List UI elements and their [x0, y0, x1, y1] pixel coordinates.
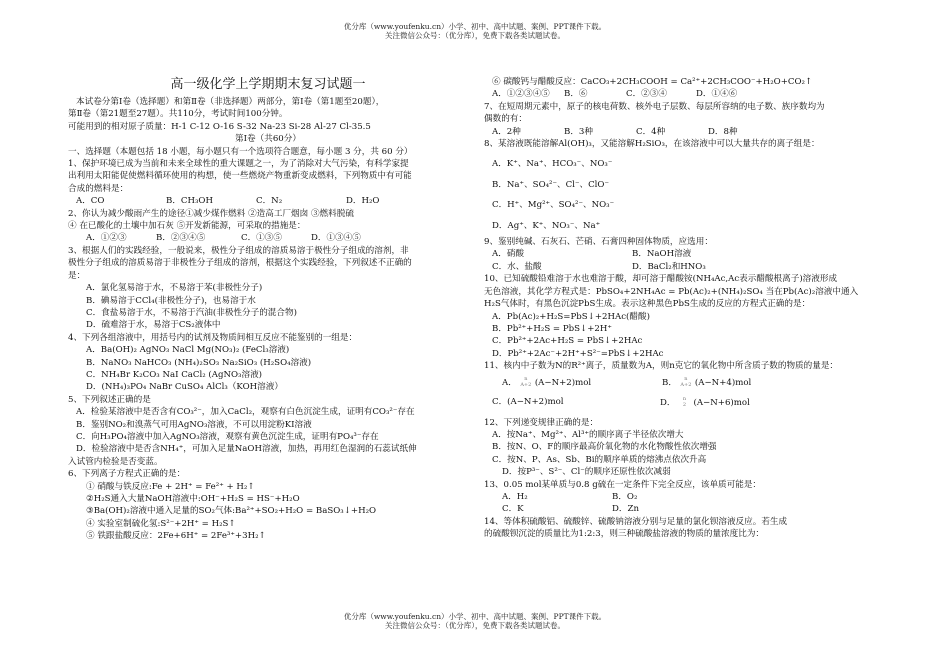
- fraction: [677, 376, 695, 388]
- option: C．H⁺、Mg²⁺、SO₄²⁻、NO₃⁻: [492, 200, 615, 211]
- fraction-numerator: n: [524, 376, 528, 383]
- question-4: [68, 332, 468, 394]
- option: B．碘易溶于CCl₄(非极性分子)，也易溶于水: [86, 295, 256, 306]
- option: C．4种: [636, 126, 666, 137]
- question-1: [68, 158, 468, 208]
- option: A．Ba(OH)₂ AgNO₃ NaCl Mg(NO₃)₂ (FeCl₃溶液): [86, 345, 290, 356]
- option: B．⑥: [564, 89, 588, 100]
- option-row: [68, 232, 468, 244]
- option: A．①②③④⑤: [492, 89, 550, 100]
- option-value: (A−N+6)mol: [693, 397, 750, 408]
- fraction-denominator: A+2: [680, 382, 692, 389]
- option: C．(A−N+2)mol: [492, 397, 564, 408]
- intro-line: 可能用到的相对原子质量：H-1 C-12 O-16 S-32 Na-23 Si-28 Al-27 Cl-35.5: [68, 121, 371, 132]
- page-header: [0, 22, 950, 40]
- equation: ⑤ 铁跟盐酸反应：2Fe+6H⁺ = 2Fe³⁺+3H₂↑: [86, 531, 266, 542]
- option-letter: B．: [662, 377, 677, 388]
- option: B．②③④⑤: [156, 233, 206, 244]
- question-3: [68, 245, 468, 332]
- question-12: [484, 417, 884, 479]
- equation: ③Ba(OH)₂溶液中通入足量的SO₂气体:Ba²⁺+SO₂+H₂O = BaSO₃↓+H₂O: [86, 506, 377, 517]
- option: D．Ag⁺、K⁺、NO₃⁻、Na⁺: [492, 220, 601, 231]
- option: A．①②③: [86, 233, 127, 244]
- option: B．NaNO₃ NaHCO₃ (NH₄)₂SO₃ Na₂SiO₃ (H₂SO₄溶液): [86, 357, 312, 368]
- fraction-denominator: 2: [682, 402, 687, 409]
- option: A．2种: [492, 126, 521, 137]
- option: C．水、盐酸: [492, 261, 542, 272]
- right-column: [484, 76, 884, 541]
- option: D．①③④⑤: [311, 233, 361, 244]
- option-row: [484, 491, 884, 503]
- option: C．食盐易溶于水，不易溶于汽油(非极性分子的混合物): [86, 307, 297, 318]
- question-text: 3、根据人们的实践经验，一般说来，极性分子组成的溶质易溶于极性分子组成的溶剂，非: [68, 245, 409, 256]
- option-value: (A−N+2)mol: [534, 377, 592, 388]
- option: [660, 396, 750, 409]
- question-text: 6、下列离子方程式正确的是：: [68, 469, 186, 480]
- option: D．Pb²⁺+2Ac⁻+2H⁺+S²⁻=PbS↓+2HAc: [492, 348, 664, 359]
- question-text: 无色溶液，其化学方程式是：PbSO₄+2NH₄Ac = Pb(Ac)₂+(NH₄)₂SO₄ 当在Pb(Ac)₂溶液中通入: [484, 286, 859, 297]
- page-footer: [0, 612, 950, 630]
- equation: ⑥ 碳酸钙与醋酸反应：CaCO₃+2CH₃COOH = Ca²⁺+2CH₃COO⁻+H₂O+CO₂↑: [492, 77, 813, 87]
- question-14: [484, 516, 884, 541]
- option: B．3种: [564, 126, 593, 137]
- option: D．BaCl₂和HNO₃: [632, 261, 706, 272]
- question-text: 4、下列各组溶液中，用括号内的试剂及物质间相互反应不能鉴别的一组是：: [68, 332, 358, 343]
- intro-line: 第Ⅱ卷（第21题至27题）。共110分，考试时间100分钟。: [68, 109, 288, 120]
- option: A．按Na⁺、Mg²⁺、Al³⁺的顺序离子半径依次增大: [492, 429, 684, 440]
- question-11: [484, 360, 884, 412]
- option: C．②③④: [626, 89, 667, 100]
- question-text: 14、等体积硫酸铝、硫酸锌、硫酸钠溶液分别与足量的氯化钡溶液反应。若生成: [484, 516, 788, 527]
- question-text: 偶数的有：: [484, 114, 527, 125]
- option: B．Na⁺、SO₄²⁻、Cl⁻、ClO⁻: [492, 179, 609, 190]
- option: B．NaOH溶液: [632, 249, 692, 260]
- question-text: 11、核内中子数为N的R²⁺离子，质量数为A，则n克它的氧化物中所含质子数的物质的量是：: [484, 361, 839, 372]
- question-text: 5、下列叙述正确的是: [68, 394, 151, 405]
- fraction-numerator: n: [682, 396, 687, 403]
- question-7: [484, 101, 884, 138]
- option-row: [484, 393, 884, 413]
- option-row: [484, 503, 884, 515]
- option-letter: D．: [660, 397, 676, 408]
- question-text: 12、下列递变规律正确的是：: [484, 417, 599, 428]
- equation: ②H₂S通入大量NaOH溶液中:OH⁻+H₂S = HS⁻+H₂O: [86, 494, 300, 504]
- exam-title: 高一级化学上学期期末复习试题一: [170, 77, 366, 92]
- option: A．Pb(Ac)₂+H₂S=PbS↓+2HAc(醋酸): [492, 311, 650, 322]
- option: A．CO: [76, 196, 105, 207]
- option: A．H₂: [502, 491, 528, 502]
- question-text: 10、已知硫酸铅难溶于水也难溶于酸，却可溶于醋酸铵(NH₄Ac,Ac表示醋酸根离子)溶液形成: [484, 274, 838, 285]
- option: C．按N、P、As、Sb、Bi的顺序单质的熔沸点依次升高: [492, 454, 707, 465]
- question-2: [68, 208, 468, 245]
- question-text: 9、鉴别纯碱、石灰石、芒硝、石膏四种固体物质，应选用：: [484, 237, 713, 248]
- fraction-numerator: n: [684, 376, 688, 383]
- footer-line-2: 关注微信公众号：（优分库），免费下载各类试题试卷。: [385, 621, 565, 630]
- option-value: (A−N+4)mol: [694, 377, 752, 388]
- option: D．硫难溶于水，易溶于CS₂液体中: [86, 320, 221, 331]
- fraction-denominator: A+2: [520, 382, 532, 389]
- question-text: ④ 在已酸化的土壤中加石灰 ⑤开发新能源，可采取的措施是：: [68, 221, 306, 232]
- question-text: 7、在短周期元素中，原子的核电荷数、核外电子层数、每层所容纳的电子数、族序数均为: [484, 101, 825, 112]
- section-heading: 一、选择题（本题包括 18 小题，每小题只有一个选项符合题意，每小题 3 分，共 60 分）: [68, 146, 413, 157]
- option: A．氯化氢易溶于水，不易溶于苯(非极性分子): [86, 283, 263, 294]
- option: D．检验溶液中是否含NH₄⁺，可加入足量NaOH溶液，加热，再用红色湿润的石蕊试纸伸: [76, 444, 417, 455]
- intro-line: 本试卷分第Ⅰ卷（选择题）和第Ⅱ卷（非选择题）两部分，第Ⅰ卷（第1题至20题），: [76, 97, 385, 107]
- question-text: H₂S气体时，有黑色沉淀PbS生成。表示这种黑色PbS生成的反应的方程式正确的是：: [484, 299, 811, 310]
- option: A．K⁺、Na⁺、HCO₃⁻、NO₃⁻: [492, 159, 613, 170]
- option: C．NH₄Br K₂CO₃ NaI CaCl₂ (AgNO₃溶液): [86, 369, 263, 380]
- question-10: [484, 273, 884, 360]
- option-row: [484, 373, 884, 393]
- option-row: [68, 195, 468, 207]
- question-text: 出利用太阳能促使燃料循环使用的构想，使一些燃烧产物重新变成燃料，下列物质中有可能: [68, 171, 412, 182]
- option: D．H₂O: [346, 196, 380, 207]
- option-continued: 入试管内检验是否变蓝。: [68, 456, 163, 467]
- option: B．鉴别NO₂和溴蒸气可用AgNO₃溶液，不可以用淀粉KI溶液: [76, 419, 312, 430]
- option-row: [484, 126, 884, 138]
- option: [662, 376, 751, 389]
- question-text: 的硫酸钡沉淀的质量比为1:2:3，则三种硫酸盐溶液的物质的量浓度比为：: [484, 529, 765, 540]
- option: B．CH₃OH: [166, 196, 213, 207]
- fraction: [675, 396, 693, 408]
- question-text: 是：: [68, 270, 86, 281]
- question-text: 合成的燃料是：: [68, 183, 129, 194]
- question-text: 2、你认为减少酸雨产生的途径①减少煤作燃料 ②造高工厂烟囱 ③燃料脱硫: [68, 208, 354, 219]
- option: C．Pb²⁺+2Ac+H₂S = PbS↓+2HAc: [492, 336, 643, 347]
- option-row: [484, 261, 884, 273]
- question-6: [68, 468, 468, 542]
- question-8: [484, 138, 884, 232]
- header-line-1: 优分库（www.youfenku.cn）小学、初中、高中试题、案例、PPT课件下载。: [343, 22, 607, 31]
- equation: ④ 实验室制硫化氢:S²⁻+2H⁺ = H₂S↑: [86, 518, 236, 529]
- equation: ① 硝酸与铁反应:Fe + 2H⁺ = Fe²⁺ + H₂↑: [86, 481, 255, 492]
- question-5: [68, 394, 468, 468]
- question-text: 8、某溶液既能溶解Al(OH)₃，又能溶解H₂SiO₃，在该溶液中可以大量共存的离子组是：: [484, 139, 820, 150]
- option-row: [484, 88, 884, 100]
- question-text: 1、保护环境已成为当前和未来全球性的重大课题之一，为了消除对大气污染，有科学家提: [68, 159, 409, 170]
- option: D．8种: [708, 126, 738, 137]
- option: C．K: [502, 504, 524, 515]
- option: C．N₂: [256, 196, 283, 207]
- question-text: 13、0.05 mol某单质与0.8 g硫在一定条件下完全反应，该单质可能是：: [484, 479, 762, 490]
- option: B．Pb²⁺+H₂S = PbS↓+2H⁺: [492, 323, 612, 334]
- footer-line-1: 优分库（www.youfenku.cn）小学、初中、高中试题、案例、PPT课件下载。: [343, 612, 607, 621]
- option: C．向H₃PO₄溶液中加入AgNO₃溶液，观察有黄色沉淀生成，证明有PO₄³⁻存在: [76, 431, 379, 442]
- question-13: [484, 479, 884, 516]
- part-heading: 第Ⅰ卷（共60分）: [235, 134, 301, 145]
- fraction: [517, 376, 535, 388]
- left-column: [68, 76, 468, 543]
- option: D．①④⑥: [696, 89, 738, 100]
- option: D．按P³⁻、S²⁻、Cl⁻的顺序还原性依次减弱: [502, 467, 671, 478]
- option: C．①③⑤: [241, 233, 282, 244]
- option-letter: A．: [502, 377, 517, 388]
- question-6-continued: [484, 76, 884, 101]
- option: B．按N、O、F的顺序最高价氧化物的水化物酸性依次增强: [492, 442, 717, 453]
- option: [502, 376, 662, 389]
- option: A．硝酸: [492, 249, 524, 260]
- option: A．检验某溶液中是否含有CO₃²⁻，加入CaCl₂，观察有白色沉淀生成，证明有CO₃²⁻存在: [76, 407, 415, 418]
- option: D．Zn: [612, 504, 639, 515]
- header-line-2: 关注微信公众号：（优分库），免费下载各类试题试卷。: [385, 31, 565, 40]
- question-9: [484, 236, 884, 273]
- option: B．O₂: [612, 491, 638, 502]
- question-text: 极性分子组成的溶质易溶于非极性分子组成的溶剂，根据这个实践经验，下列叙述不正确的: [68, 258, 412, 269]
- option-row: [484, 248, 884, 260]
- option: D．(NH₄)₃PO₄ NaBr CuSO₄ AlCl₃（KOH溶液）: [86, 382, 283, 393]
